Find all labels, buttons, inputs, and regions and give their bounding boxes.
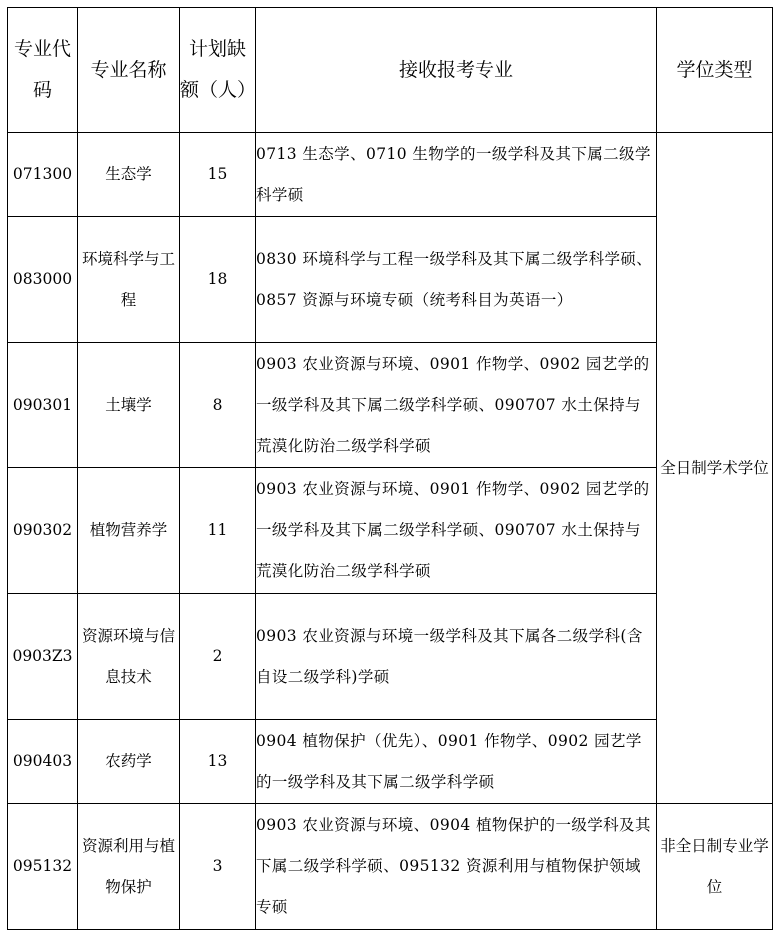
cell-name: 资源利用与植物保护 xyxy=(78,804,180,930)
cell-accept: 0830 环境科学与工程一级学科及其下属二级学科学硕、0857 资源与环境专硕（统考科目为英语一） xyxy=(256,217,657,343)
cell-accept: 0903 农业资源与环境、0904 植物保护的一级学科及其下属二级学科学硕、095132 资源利用与植物保护领域专硕 xyxy=(256,804,657,930)
cell-code: 083000 xyxy=(8,217,78,343)
cell-accept: 0903 农业资源与环境、0901 作物学、0902 园艺学的一级学科及其下属二级学科学硕、090707 水土保持与荒漠化防治二级学科学硕 xyxy=(256,343,657,468)
cell-quota: 13 xyxy=(180,720,256,804)
cell-code: 095132 xyxy=(8,804,78,930)
table-row xyxy=(8,133,773,217)
cell-code: 090302 xyxy=(8,468,78,594)
admission-table xyxy=(7,7,773,930)
cell-quota: 11 xyxy=(180,468,256,594)
header-accept: 接收报考专业 xyxy=(256,8,657,133)
cell-quota: 8 xyxy=(180,343,256,468)
cell-quota: 15 xyxy=(180,133,256,217)
cell-accept: 0903 农业资源与环境一级学科及其下属各二级学科(含自设二级学科)学硕 xyxy=(256,594,657,720)
cell-name: 环境科学与工程 xyxy=(78,217,180,343)
cell-name: 农药学 xyxy=(78,720,180,804)
cell-name: 资源环境与信息技术 xyxy=(78,594,180,720)
cell-code: 090301 xyxy=(8,343,78,468)
cell-code: 071300 xyxy=(8,133,78,217)
cell-name: 土壤学 xyxy=(78,343,180,468)
cell-accept: 0903 农业资源与环境、0901 作物学、0902 园艺学的一级学科及其下属二级学科学硕、090707 水土保持与荒漠化防治二级学科学硕 xyxy=(256,468,657,594)
cell-name: 植物营养学 xyxy=(78,468,180,594)
cell-quota: 2 xyxy=(180,594,256,720)
cell-code: 0903Z3 xyxy=(8,594,78,720)
cell-quota: 3 xyxy=(180,804,256,930)
header-degree: 学位类型 xyxy=(657,8,773,133)
cell-quota: 18 xyxy=(180,217,256,343)
cell-accept: 0904 植物保护（优先）、0901 作物学、0902 园艺学的一级学科及其下属二级学科学硕 xyxy=(256,720,657,804)
cell-degree-fulltime: 全日制学术学位 xyxy=(657,133,773,804)
table-row xyxy=(8,804,773,930)
header-code: 专业代码 xyxy=(8,8,78,133)
table-header-row xyxy=(8,8,773,133)
cell-degree-parttime: 非全日制专业学位 xyxy=(657,804,773,930)
header-quota: 计划缺额（人） xyxy=(180,8,256,133)
cell-name: 生态学 xyxy=(78,133,180,217)
cell-code: 090403 xyxy=(8,720,78,804)
cell-accept: 0713 生态学、0710 生物学的一级学科及其下属二级学科学硕 xyxy=(256,133,657,217)
header-name: 专业名称 xyxy=(78,8,180,133)
